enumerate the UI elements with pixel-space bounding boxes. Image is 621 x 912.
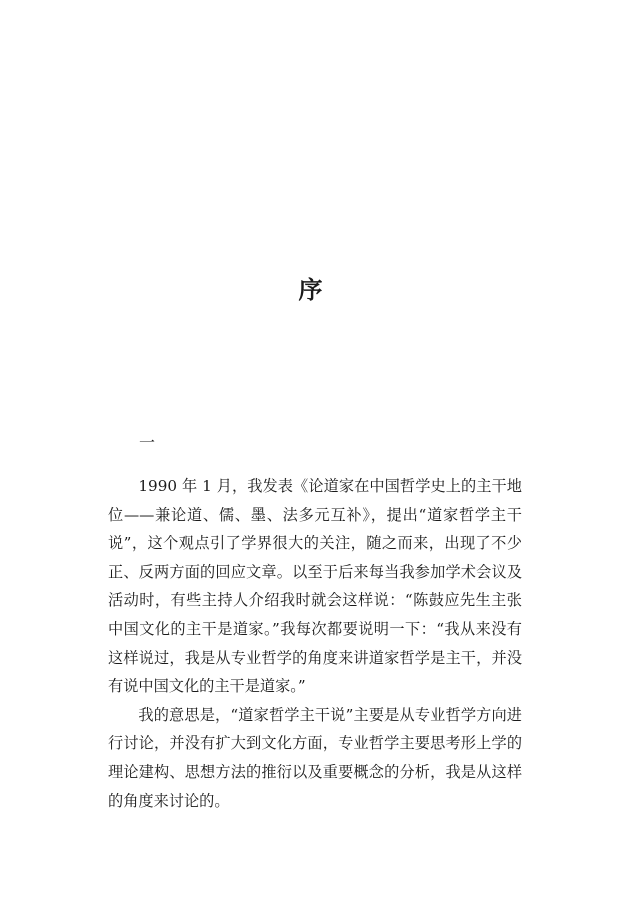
paragraph-2: 我的意思是，“道家哲学主干说”主要是从专业哲学方向进行讨论，并没有扩大到文化方面，专业哲学主要思考形上学的理论建构、思想方法的推衍以及重要概念的分析，我是从这样的角度来讨论的。 xyxy=(108,705,522,810)
paragraph-1: 1990 年 1 月，我发表《论道家在中国哲学史上的主干地位——兼论道、儒、墨、法多元互补》，提出“道家哲学主干说”，这个观点引了学界很大的关注，随之而来，出现了不少正、反两方面的回应文章。以至于后来每当我参加学术会议及活动时，有些主持人介绍我时就会这样说：“陈鼓应先生主张中国文化的主干是道家。”我每次都要说明一下：“我从来没有这样说过，我是从专业哲学的角度来讲道家哲学是主干，并没有说中国文化的主干是道家。” xyxy=(108,477,522,696)
body-text xyxy=(108,472,522,815)
page-title: 序 xyxy=(298,275,323,304)
section-number: 一 xyxy=(139,433,156,452)
